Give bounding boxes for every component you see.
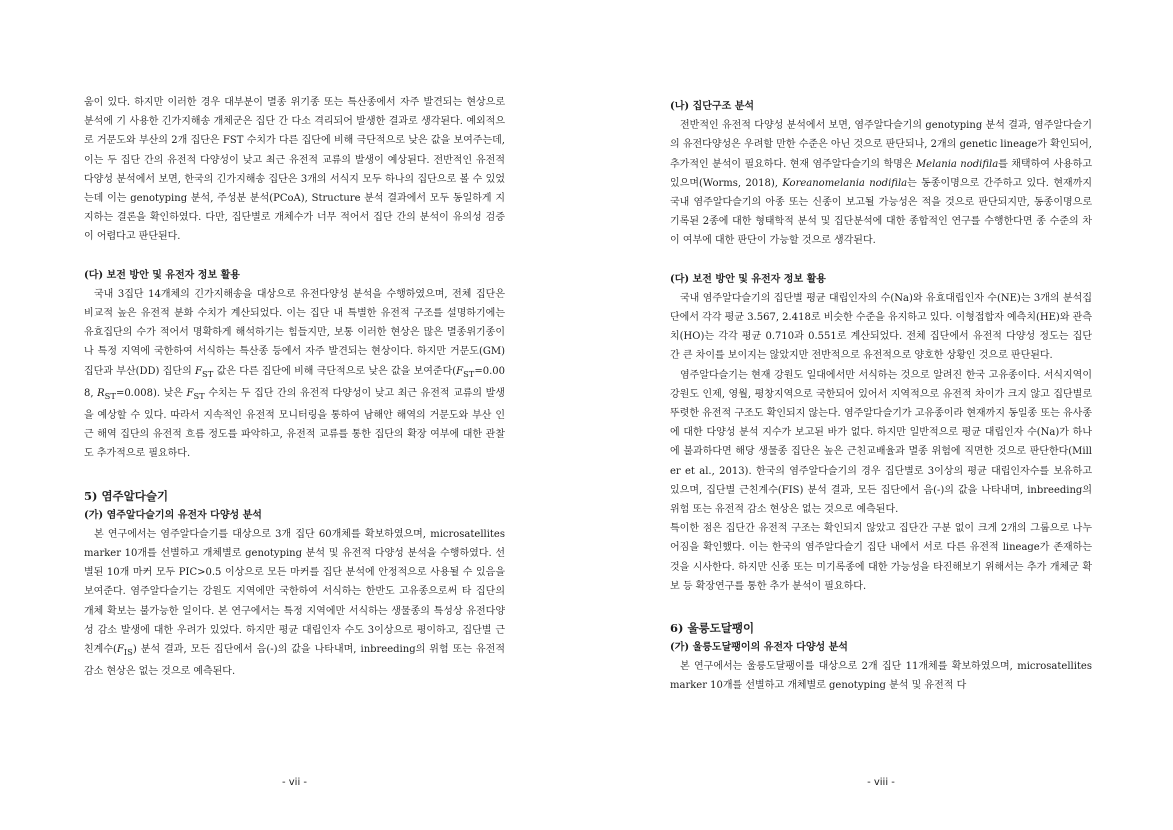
right-page-content (670, 97, 1092, 696)
heading-conservation-plan: (다) 보전 방안 및 유전자 정보 활용 (670, 273, 826, 285)
heading-genetic-diversity-analysis: (가) 울릉도달팽이의 유전자 다양성 분석 (670, 642, 848, 654)
paragraph-genetic-diversity: 본 연구에서는 울릉도달팽이를 대상으로 2개 집단 11개체를 확보하였으며, microsatellites marker 10개를 선별하고 개체별로 genotyping 분석 및 유전적 다 (670, 661, 1092, 692)
section-title-species-5: 5) 염주알다슬기 (84, 488, 169, 503)
page-number: - viii - (867, 777, 895, 788)
paragraph-population-structure: 전반적인 유전적 다양성 분석에서 보면, 염주알다슬기의 genotyping 분석 결과, 염주알다슬기의 유전다양성은 우려할 만한 수준은 아닌 것으로 판단되나, 2개의 genetic lineage가 확인되어, 추가적인 분석이 필요하다. 현재 염주알다슬기의 학명은 Melania nodifila를 채택하여 사용하고 있으며(Worms, 2018), Koreanomelania nodifila는 동종이명으로 간주하고 있다. 현재까지 국내 염주알다슬기의 아종 또는 신종이 보고될 가능성은 적을 것으로 판단되지만, 동종이명으로 기록된 2종에 대한 형태학적 분석 및 집단분석에 대한 종합적인 연구를 수행한다면 종 수준의 차이 여부에 대한 판단이 가능할 것으로 생각된다. (670, 120, 1092, 247)
heading-population-structure: (나) 집단구조 분석 (670, 101, 755, 112)
paragraph-endemic-species: 염주알다슬기는 현재 강원도 일대에서만 서식하는 것으로 알려진 한국 고유종이다. 서식지역이 강원도 인제, 영월, 평창지역으로 국한되어 있어서 지역적으로 유전적 차이가 크지 않고 집단별로 뚜렷한 유전적 구조도 확인되지 않는다. 염주알다슬기가 고유종이라 현재까지 동일종 또는 유사종에 대한 다양성 분석 지수가 보고된 바가 없다. 하지만 일반적으로 평균 대립인자 수(Na)가 하나에 불과하다면 해당 생물종 집단은 높은 근친교배율과 멸종 위험에 직면한 것으로 판단한다(Miller et al., 2013). 한국의 염주알다슬기의 경우 집단별로 3이상의 평균 대립인자수를 보유하고 있으며, 집단별 근친계수(FIS) 분석 결과, 모든 집단에서 음(-)의 값을 나타내며, inbreeding의 위험 또는 유전적 감소 현상은 없는 것으로 예측된다. (670, 369, 1092, 516)
heading-conservation-plan: (다) 보전 방안 및 유전자 정보 활용 (84, 269, 240, 281)
paragraph-genetic-differentiation: 움이 있다. 하지만 이러한 경우 대부분이 멸종 위기종 또는 특산종에서 자주 발견되는 현상으로 분석에 기 사용한 긴가지해송 개체군은 집단 간 다소 격리되어 발생한 결과로 생각된다. 예외적으로 거문도와 부산의 2개 집단은 FST 수치가 다른 집단에 비해 극단적으로 낮은 값을 보여주는데, 이는 두 집단 간의 유전적 다양성이 낮고 최근 유전적 교류의 발생이 예상된다. 전반적인 유전적 다양성 분석에서 보면, 한국의 긴가지해송 집단은 3개의 서식지 모두 하나의 집단으로 볼 수 있었는데 이는 genotyping 분석, 주성분 분석(PCoA), Structure 분석 결과에서 모두 동일하게 지지하는 결론을 확인하였다. 다만, 집단별로 개체수가 너무 적어서 집단 간의 분석이 유의성 검증이 어렵다고 판단된다. (84, 97, 505, 243)
paragraph-genetic-lineage: 특이한 점은 집단간 유전적 구조는 확인되지 않았고 집단간 구분 없이 크게 2개의 그룹으로 나누어짐을 확인했다. 이는 한국의 염주알다슬기 집단 내에서 서로 다른 유전적 lineage가 존재하는 것을 시사한다. 하지만 신종 또는 미기록종에 대한 가능성을 타진해보기 위해서는 추가 개체군 확보 등 확장연구를 통한 추가 분석이 필요하다. (670, 523, 1092, 592)
paragraph-conservation: 국내 3집단 14개체의 긴가지해송을 대상으로 유전다양성 분석을 수행하였으며, 전체 집단은 비교적 높은 유전적 분화 수치가 계산되었다. 이는 집단 내 특별한 유전적 구조를 설명하기에는 유효집단의 수가 적어서 명확하게 해석하기는 힘들지만, 보통 이러한 현상은 많은 멸종위기종이나 특정 지역에 국한하여 서식하는 특산종 등에서 자주 발견되는 현상이다. 하지만 거문도(GM) 집단과 부산(DD) 집단의 $F_{ST}$ 값은 다른 집단에 비해 극단적으로 낮은 값을 보여준다($F_{ST}=0.008$, $R_{ST}=0.008$). 낮은 $F_{ST}$ 수치는 두 집단 간의 유전적 다양성이 낮고 최근 유전적 교류의 발생을 예상할 수 있다. 따라서 지속적인 유전적 모니터링을 통하여 남해안 해역의 거문도와 부산 인근 해역 집단의 유전적 흐름 정도를 파악하고, 유전적 교류를 통한 집단의 확장 여부에 대한 관찰도 추가적으로 필요하다. (84, 288, 506, 460)
paragraph-allele-statistics: 국내 염주알다슬기의 집단별 평균 대립인자의 수(Na)와 유효대립인자 수(NE)는 3개의 분석집단에서 각각 평균 3.567, 2.418로 비슷한 수준을 유지하고 있다. 이형접합자 예측치(HE)와 관측치(HO)는 각각 평균 0.710과 0.551로 계산되었다. 전체 집단에서 유전적 다양성 정도는 집단 간 큰 차이를 보이지는 않았지만 전반적으로 유전적으로 양호한 상황인 것으로 판단된다. (670, 292, 1092, 362)
section-title-species-6: 6) 울릉도달팽이 (670, 621, 755, 636)
paragraph-genetic-diversity: 본 연구에서는 염주알다슬기를 대상으로 3개 집단 60개체를 확보하였으며, microsatellites marker 10개를 선별하고 개체별로 genotyping 분석 및 유전적 다양성 분석을 수행하였다. 선별된 10개 마커 모두 PIC>0.5 이상으로 모든 마커를 집단 분석에 안정적으로 사용될 수 있음을 보여준다. 염주알다슬기는 강원도 지역에만 국한하여 서식하는 한반도 고유종으로써 타 집단의 개체 확보는 불가능한 일이다. 본 연구에서는 특정 지역에만 서식하는 생물종의 특성상 유전다양성 감소 발생에 대한 우려가 있었다. 하지만 평균 대립인자 수도 3이상으로 평이하고, 집단별 근친계수$(F_{IS})$ 분석 결과, 모든 집단에서 음(-)의 값을 나타내며, inbreeding의 위험 또는 유전적 감소 현상은 없는 것으로 예측된다. (84, 528, 505, 678)
page-number: - vii - (281, 777, 308, 788)
right-page (670, 0, 1092, 830)
left-page (84, 0, 505, 830)
heading-genetic-diversity-analysis: (가) 염주알다슬기의 유전자 다양성 분석 (84, 509, 262, 521)
left-page-content (84, 93, 505, 681)
